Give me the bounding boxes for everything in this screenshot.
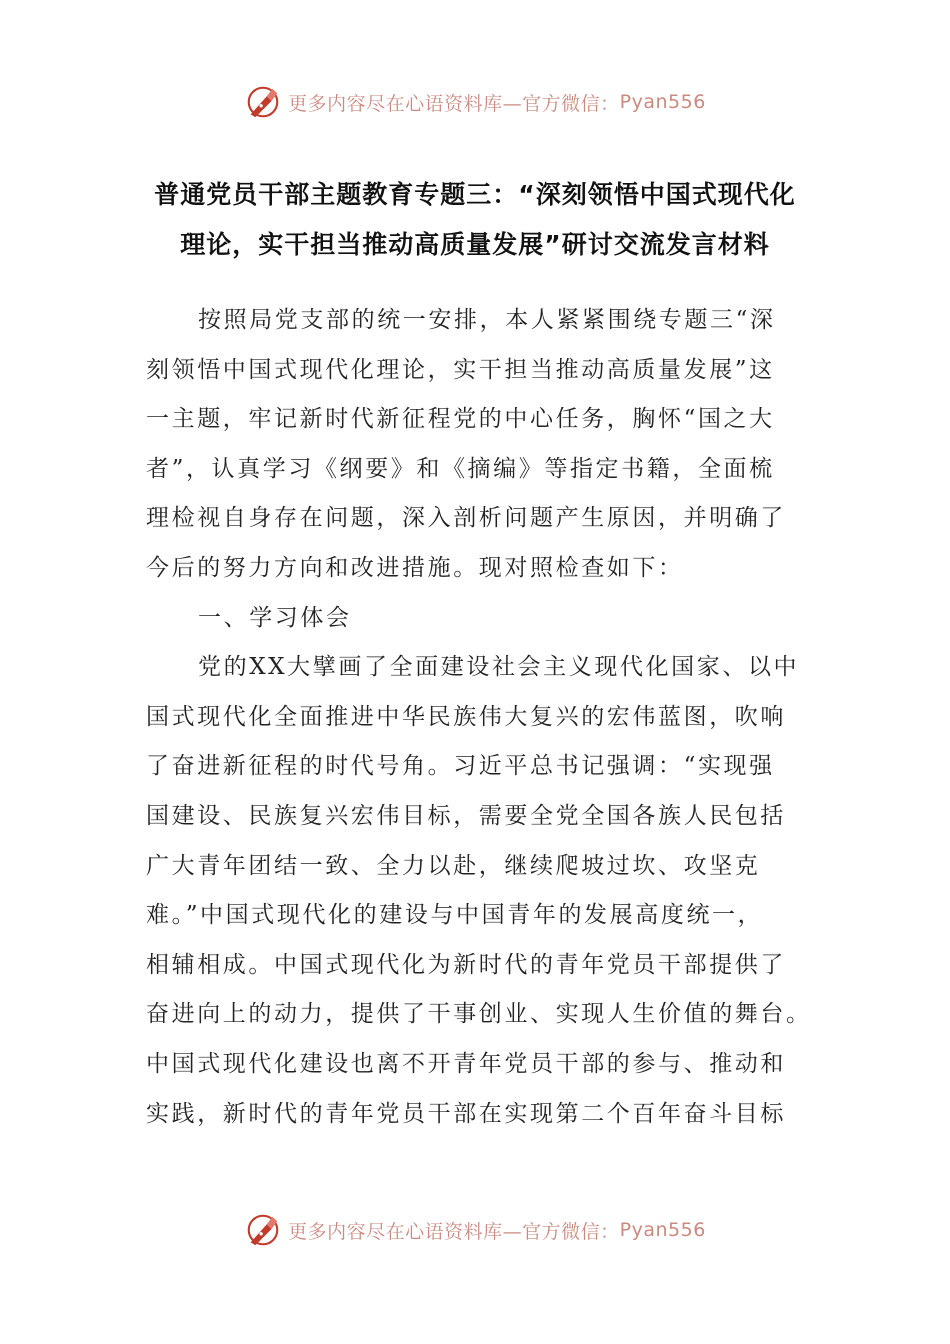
watermark-text: 更多内容尽在心语资料库—官方微信： [288, 1220, 620, 1243]
paragraph-line: 了奋进新征程的时代号角。习近平总书记强调：“实现强 [146, 753, 775, 780]
title-line: 普通党员干部主题教育专题三：“深刻领悟中国式现代化 [154, 180, 796, 209]
paragraph-line: 党的XX大擘画了全面建设社会主义现代化国家、以中 [198, 654, 800, 681]
paragraph-line: 刻领悟中国式现代化理论，实干担当推动高质量发展”这 [146, 356, 775, 383]
wechat-id: Pyan556 [619, 1219, 706, 1241]
document-body [146, 296, 812, 1139]
wechat-id: Pyan556 [619, 91, 706, 113]
footer-watermark [0, 1208, 950, 1252]
paragraph-line: 国建设、民族复兴宏伟目标，需要全党全国各族人民包括 [146, 802, 786, 829]
paragraph-line: 一主题，牢记新时代新征程党的中心任务，胸怀“国之大 [146, 406, 775, 433]
paragraph-line: 实践，新时代的青年党员干部在实现第二个百年奋斗目标 [146, 1100, 786, 1127]
watermark-text: 更多内容尽在心语资料库—官方微信： [288, 92, 620, 115]
paragraph-line: 广大青年团结一致、全力以赴，继续爬坡过坎、攻坚克 [146, 852, 761, 879]
paragraph-line: 理检视自身存在问题，深入剖析问题产生原因，并明确了 [146, 505, 786, 532]
section-heading: 一、学习体会 [198, 604, 352, 631]
paragraph-line: 今后的努力方向和改进措施。现对照检查如下： [146, 554, 684, 581]
paragraph-line: 国式现代化全面推进中华民族伟大复兴的宏伟蓝图，吹响 [146, 703, 786, 730]
document-title [0, 170, 950, 270]
pen-nib-logo-icon [244, 1211, 282, 1249]
paragraph-line: 者”，认真学习《纲要》和《摘编》等指定书籍，全面梳 [146, 455, 775, 482]
paragraph-line: 按照局党支部的统一安排，本人紧紧围绕专题三“深 [198, 307, 776, 333]
paragraph-line: 相辅相成。中国式现代化为新时代的青年党员干部提供了 [146, 951, 786, 978]
paragraph-line: 难。”中国式现代化的建设与中国青年的发展高度统一， [146, 902, 764, 929]
title-line: 理论，实干担当推动高质量发展”研讨交流发言材料 [180, 230, 770, 259]
paragraph-line: 中国式现代化建设也离不开青年党员干部的参与、推动和 [146, 1050, 786, 1077]
header-watermark [0, 80, 950, 124]
pen-nib-logo-icon [244, 83, 282, 121]
paragraph-line: 奋进向上的动力，提供了干事创业、实现人生价值的舞台。 [146, 1001, 812, 1028]
